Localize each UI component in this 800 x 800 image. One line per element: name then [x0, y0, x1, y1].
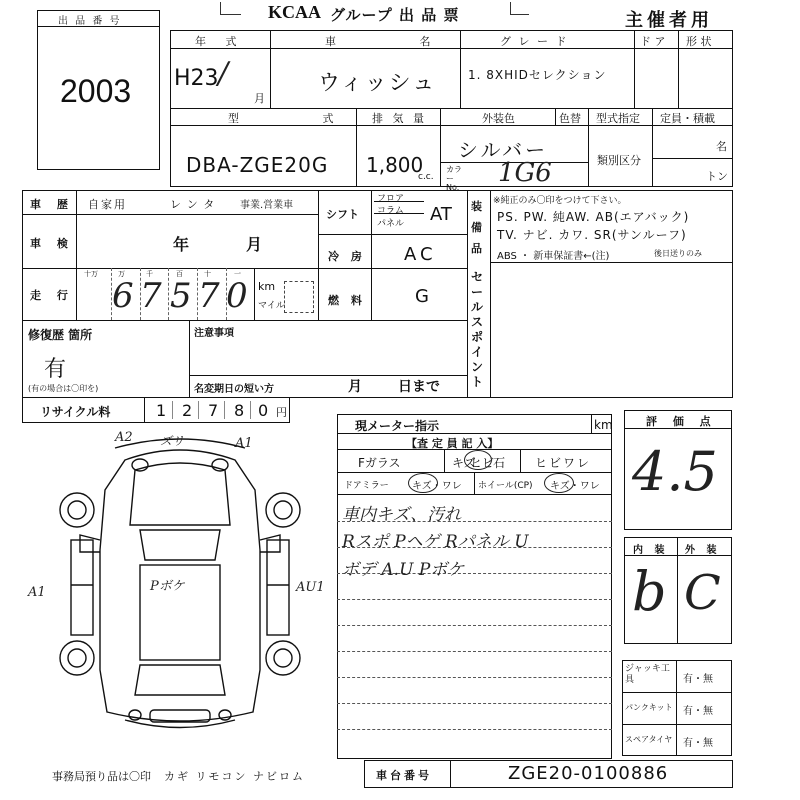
aircon-value: AC — [404, 244, 437, 265]
color-no-label: カラー No. — [446, 165, 462, 192]
mirror-circle-mark — [408, 473, 438, 493]
tons-unit: トン — [706, 170, 728, 183]
header-owner-label: 主催者用 — [625, 10, 713, 31]
shift-label: シフト — [326, 208, 359, 221]
exterior-label: 外 装 — [685, 545, 721, 556]
door-label: ド ア — [640, 35, 666, 48]
type-designation-label: 型式指定 — [596, 112, 640, 125]
mileage-unit-3: 千 — [146, 270, 153, 278]
history-option-private: 自家用 — [88, 198, 127, 211]
color-value: シルバー — [458, 138, 549, 162]
fuel-value: G — [415, 286, 429, 307]
inspector-section-title: 【査 定 員 記 入】 — [406, 437, 499, 450]
glass-circle-mark — [464, 450, 495, 470]
model-label: 型 式 — [228, 112, 374, 125]
mileage-digit-4: 7 — [198, 276, 220, 316]
mileage-label: 走 行 — [30, 289, 74, 302]
wheel-label: ホイール(CP) — [478, 481, 533, 491]
diagram-mark-front-left: A2 — [115, 430, 133, 445]
chassis-label: 車台番号 — [376, 769, 432, 782]
diagram-mark-right-side: AU1 — [296, 580, 325, 595]
repair-label: 修復歴 箇所 — [28, 328, 93, 342]
shape-label: 形 状 — [686, 35, 712, 48]
inspector-note-line-2: Rスポ Pヘゲ Rパネル U — [342, 532, 529, 552]
shift-option-column: コラム — [377, 206, 404, 216]
equipment-line-3a: ABS ・ 新車保証書←(注) — [497, 251, 610, 262]
repair-value: 有 — [44, 357, 67, 382]
header-bracket-left — [220, 2, 241, 15]
recycle-unit: 円 — [276, 406, 287, 419]
mirror-label: ドアミラー — [344, 481, 389, 491]
mileage-digit-1: 6 — [112, 276, 134, 316]
exterior-grade: C — [684, 565, 721, 621]
aircon-label: 冷 房 — [328, 250, 366, 263]
diagram-mark-front-right: A1 — [235, 436, 253, 451]
interior-label: 内 装 — [633, 545, 669, 556]
recycle-label: リサイクル料 — [40, 405, 111, 419]
car-name-label: 車 名 — [325, 35, 471, 48]
spare-label: スペアタイヤ — [625, 735, 673, 744]
inspector-note-line-3: ボデ A.U Pボケ — [342, 560, 465, 580]
equipment-line-2: TV. ナビ. カワ. SR(サンルーフ) — [497, 228, 687, 242]
wheel-circle-mark — [544, 473, 574, 493]
notes-expiry-label: 名変期日の短い方 — [194, 384, 274, 395]
mirror-options: キズ・ワレ — [412, 481, 462, 492]
diagram-mark-center: Pボケ — [150, 579, 185, 594]
lot-number-value: 2003 — [60, 73, 132, 109]
equipment-label: 装 備 品 — [471, 200, 482, 255]
year-value: H23 — [174, 66, 219, 91]
glass-option-stone: 石 — [493, 456, 506, 470]
inspector-note-line-1: 車内キズ、汚れ — [342, 505, 462, 525]
jack-option: 有・無 — [683, 674, 713, 685]
puncture-option: 有・無 — [683, 706, 713, 717]
sales-point-label: セールスポイント — [471, 270, 484, 389]
meter-unit: km — [594, 418, 613, 432]
mileage-unit-2: 万 — [118, 270, 125, 278]
mileage-unit-6: 一 — [234, 270, 241, 278]
mileage-unit-mile: マイル — [258, 301, 285, 311]
inspection-month-label: 月 — [246, 235, 263, 254]
history-option-business: 事業.営業車 — [240, 200, 294, 211]
notes-day-label: 日まで — [398, 379, 440, 395]
glass-label: Fガラス — [358, 456, 401, 470]
displacement-label: 排 気 量 — [372, 112, 427, 125]
glass-option-split: ヒビワレ — [535, 456, 592, 470]
month-label: 月 — [254, 92, 265, 105]
wheel-options: キズ・ワレ — [550, 481, 600, 492]
year-label: 年 式 — [195, 35, 245, 48]
office-note: 事務局預り品は〇印 — [52, 770, 151, 783]
shift-value: AT — [430, 204, 452, 225]
header-title: グループ 出 品 票 — [330, 6, 460, 24]
color-label: 外装色 — [482, 112, 515, 125]
equipment-note: ※純正のみ〇印をつけて下さい。 — [493, 196, 627, 206]
grade-value: 1. 8XHIDセレクション — [468, 68, 607, 82]
history-option-rental: レンタ — [170, 198, 221, 211]
glass-option-scratch: キズ — [452, 456, 476, 470]
lot-number-label: 出 品 番 号 — [58, 16, 122, 27]
recycle-digit-2: 2 — [182, 401, 193, 420]
capacity-label: 定員・積載 — [660, 112, 715, 125]
header-bracket-right — [510, 2, 529, 15]
equipment-line-1: PS. PW. 純AW. AB(エアバック) — [497, 210, 690, 224]
meter-label: 現メーター指示 — [355, 419, 440, 433]
lot-number-box — [37, 10, 160, 170]
history-label: 車 歴 — [30, 198, 74, 211]
chassis-value: ZGE20-0100886 — [508, 763, 669, 784]
mileage-unit-km: km — [258, 280, 276, 293]
equipment-line-3b: 後日送りのみ — [654, 249, 702, 258]
fuel-label: 燃 料 — [328, 294, 366, 307]
spare-option: 有・無 — [683, 738, 713, 749]
jack-label: ジャッキ工具 — [625, 664, 670, 685]
category-label: 類別区分 — [597, 154, 641, 167]
recycle-digit-3: 7 — [208, 401, 219, 420]
shift-option-panel: パネル — [377, 219, 405, 229]
mileage-unit-1: 十万 — [84, 270, 98, 278]
mileage-digit-2: 7 — [140, 276, 162, 316]
evaluation-score: 4.5 — [632, 440, 718, 503]
evaluation-label: 評 価 点 — [646, 415, 717, 428]
color-change-label: 色替 — [559, 112, 581, 125]
recycle-digit-1: 1 — [156, 401, 167, 420]
office-items: カギ リモコン ナビロム — [164, 770, 305, 783]
displacement-value: 1,800 — [366, 153, 424, 177]
diagram-mark-left-side: A1 — [28, 585, 46, 600]
color-no-value: 1G6 — [498, 158, 552, 188]
recycle-digit-4: 8 — [234, 401, 245, 420]
glass-option-crack: ヒビ — [470, 456, 495, 470]
header-logo: KCAA — [268, 2, 321, 22]
notes-label: 注意事項 — [194, 328, 234, 339]
mileage-digit-5: 0 — [226, 276, 248, 316]
year-slash: / — [218, 56, 229, 91]
inspection-year-label: 年 — [173, 235, 190, 254]
mileage-unit-4: 百 — [176, 270, 183, 278]
model-value: DBA-ZGE20G — [186, 153, 329, 177]
repair-note: (有の場合は〇印を) — [28, 384, 99, 393]
grade-label: グ レ ー ド — [500, 35, 569, 48]
seats-unit: 名 — [716, 140, 727, 153]
mileage-unit-5: 十 — [204, 270, 211, 278]
inspection-label: 車 検 — [30, 237, 74, 250]
car-name-value: ウィッシュ — [318, 71, 437, 96]
mileage-unit-checkbox[interactable] — [284, 281, 314, 313]
notes-month-label: 月 — [348, 379, 362, 395]
cc-label: c.c. — [418, 172, 434, 182]
shift-option-floor: フロア — [377, 194, 405, 204]
puncture-label: パンクキット — [625, 703, 673, 712]
diagram-mark-front-mid: ズリ — [160, 434, 185, 448]
recycle-digit-5: 0 — [258, 401, 269, 420]
mileage-digit-3: 5 — [170, 276, 192, 316]
interior-grade: b — [632, 560, 667, 623]
